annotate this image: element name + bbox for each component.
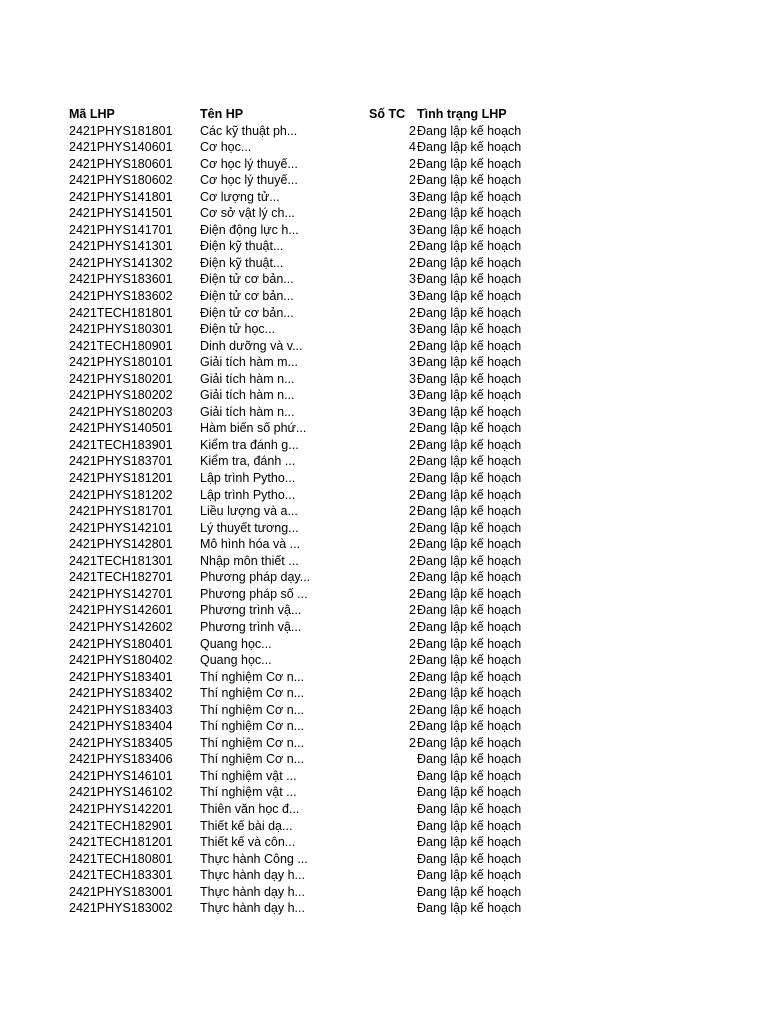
course-name-cell: Giải tích hàm n... [200, 404, 295, 419]
course-name-cell: Thiết kế bài dạ... [200, 818, 293, 833]
course-name-cell: Thực hành Công ... [200, 851, 308, 866]
credits-cell: 2 [409, 653, 416, 668]
section-code-cell: 2421PHYS183401 [69, 669, 173, 684]
status-cell: Đang lập kế hoạch [417, 487, 522, 502]
course-name-cell: Cơ học... [200, 140, 252, 155]
credits-cell: 3 [409, 289, 416, 304]
credits-cell: 2 [409, 553, 416, 568]
section-code-cell: 2421PHYS146102 [69, 785, 173, 800]
credits-cell: 2 [409, 305, 416, 320]
status-cell: Đang lập kế hoạch [417, 752, 522, 767]
credits-cell: 2 [409, 437, 416, 452]
status-cell: Đang lập kế hoạch [417, 173, 522, 188]
section-code-cell: 2421PHYS140601 [69, 140, 173, 155]
table-header-row [0, 106, 768, 123]
status-cell: Đang lập kế hoạch [417, 156, 522, 171]
table-row [0, 834, 768, 851]
status-cell: Đang lập kế hoạch [417, 537, 522, 552]
status-cell: Đang lập kế hoạch [417, 404, 522, 419]
status-cell: Đang lập kế hoạch [417, 901, 522, 916]
status-cell: Đang lập kế hoạch [417, 669, 522, 684]
section-code-cell: 2421PHYS141501 [69, 206, 173, 221]
credits-cell: 3 [409, 272, 416, 287]
section-code-cell: 2421PHYS183602 [69, 289, 173, 304]
section-code-cell: 2421PHYS183403 [69, 702, 173, 717]
status-cell: Đang lập kế hoạch [417, 801, 522, 816]
course-name-cell: Kiểm tra đánh g... [200, 437, 299, 452]
course-name-cell: Phương trình vậ... [200, 603, 302, 618]
table-row [0, 354, 768, 371]
section-code-cell: 2421PHYS142201 [69, 801, 173, 816]
credits-cell: 2 [409, 520, 416, 535]
section-code-cell: 2421PHYS181701 [69, 504, 173, 519]
course-name-cell: Điện tử cơ bản... [200, 305, 294, 320]
table-body [0, 123, 768, 917]
credits-cell: 2 [409, 636, 416, 651]
status-cell: Đang lập kế hoạch [417, 835, 522, 850]
credits-cell: 2 [409, 239, 416, 254]
table-row [0, 271, 768, 288]
credits-cell: 2 [409, 586, 416, 601]
course-name-cell: Mô hình hóa và ... [200, 537, 301, 552]
section-code-cell: 2421PHYS180601 [69, 156, 173, 171]
course-sections-table [0, 106, 768, 917]
status-cell: Đang lập kế hoạch [417, 206, 522, 221]
section-code-cell: 2421TECH183301 [69, 868, 173, 883]
course-name-cell: Thí nghiệm Cơ n... [200, 735, 305, 750]
section-code-cell: 2421PHYS180402 [69, 653, 173, 668]
section-code-cell: 2421PHYS180101 [69, 355, 173, 370]
section-code-cell: 2421PHYS141801 [69, 189, 173, 204]
credits-cell: 3 [409, 355, 416, 370]
status-cell: Đang lập kế hoạch [417, 371, 522, 386]
credits-cell: 2 [409, 686, 416, 701]
course-name-cell: Các kỹ thuật ph... [200, 123, 298, 138]
status-cell: Đang lập kế hoạch [417, 338, 522, 353]
table-row [0, 768, 768, 785]
status-cell: Đang lập kế hoạch [417, 735, 522, 750]
course-name-cell: Cơ học lý thuyế... [200, 156, 298, 171]
status-cell: Đang lập kế hoạch [417, 785, 522, 800]
course-name-cell: Thực hành dạy h... [200, 901, 305, 916]
credits-cell: 2 [409, 487, 416, 502]
course-name-cell: Lý thuyết tương... [200, 520, 299, 535]
credits-cell: 3 [409, 322, 416, 337]
table-row [0, 652, 768, 669]
status-cell: Đang lập kế hoạch [417, 437, 522, 452]
section-code-cell: 2421PHYS142701 [69, 586, 173, 601]
section-code-cell: 2421PHYS180202 [69, 388, 173, 403]
section-code-cell: 2421TECH182701 [69, 570, 173, 585]
course-name-cell: Thí nghiệm Cơ n... [200, 702, 305, 717]
section-code-cell: 2421PHYS183601 [69, 272, 173, 287]
table-row [0, 685, 768, 702]
section-code-cell: 2421PHYS180602 [69, 173, 173, 188]
table-row [0, 751, 768, 768]
course-name-cell: Thí nghiệm Cơ n... [200, 669, 305, 684]
credits-cell: 2 [409, 504, 416, 519]
status-cell: Đang lập kế hoạch [417, 272, 522, 287]
status-cell: Đang lập kế hoạch [417, 818, 522, 833]
table-row [0, 453, 768, 470]
course-name-cell: Dinh dưỡng và v... [200, 338, 303, 353]
status-cell: Đang lập kế hoạch [417, 851, 522, 866]
table-row [0, 338, 768, 355]
table-row [0, 470, 768, 487]
table-row [0, 851, 768, 868]
course-name-cell: Giải tích hàm n... [200, 388, 295, 403]
course-name-cell: Phương pháp số ... [200, 586, 308, 601]
course-name-cell: Thí nghiệm Cơ n... [200, 686, 305, 701]
credits-cell: 2 [409, 471, 416, 486]
table-row [0, 801, 768, 818]
header-credits: Số TC [369, 107, 406, 121]
header-course-name: Tên HP [200, 107, 244, 121]
table-row [0, 172, 768, 189]
course-name-cell: Thiết kế và côn... [200, 835, 296, 850]
status-cell: Đang lập kế hoạch [417, 768, 522, 783]
section-code-cell: 2421PHYS142602 [69, 619, 173, 634]
credits-cell: 2 [409, 156, 416, 171]
section-code-cell: 2421PHYS183406 [69, 752, 173, 767]
table-row [0, 156, 768, 173]
course-name-cell: Thực hành dạy h... [200, 868, 305, 883]
status-cell: Đang lập kế hoạch [417, 239, 522, 254]
section-code-cell: 2421PHYS181201 [69, 471, 173, 486]
table-row [0, 602, 768, 619]
credits-cell: 2 [409, 206, 416, 221]
status-cell: Đang lập kế hoạch [417, 222, 522, 237]
table-row [0, 189, 768, 206]
header-section-code: Mã LHP [69, 107, 115, 121]
table-row [0, 735, 768, 752]
credits-cell: 2 [409, 255, 416, 270]
header-status: Tình trạng LHP [417, 107, 507, 121]
credits-cell: 4 [409, 140, 416, 155]
section-code-cell: 2421PHYS180203 [69, 404, 173, 419]
credits-cell: 2 [409, 338, 416, 353]
course-name-cell: Thí nghiệm Cơ n... [200, 752, 305, 767]
section-code-cell: 2421TECH180901 [69, 338, 173, 353]
section-code-cell: 2421PHYS146101 [69, 768, 173, 783]
status-cell: Đang lập kế hoạch [417, 504, 522, 519]
status-cell: Đang lập kế hoạch [417, 322, 522, 337]
table-row [0, 569, 768, 586]
status-cell: Đang lập kế hoạch [417, 686, 522, 701]
credits-cell: 2 [409, 603, 416, 618]
table-row [0, 387, 768, 404]
section-code-cell: 2421PHYS141301 [69, 239, 173, 254]
status-cell: Đang lập kế hoạch [417, 388, 522, 403]
course-name-cell: Kiểm tra, đánh ... [200, 454, 296, 469]
table-row [0, 520, 768, 537]
section-code-cell: 2421TECH180801 [69, 851, 173, 866]
course-name-cell: Cơ học lý thuyế... [200, 173, 298, 188]
credits-cell: 2 [409, 735, 416, 750]
course-name-cell: Nhập môn thiết ... [200, 553, 299, 568]
credits-cell: 2 [409, 669, 416, 684]
course-name-cell: Cơ lượng tử... [200, 189, 280, 204]
course-name-cell: Thí nghiệm Cơ n... [200, 719, 305, 734]
credits-cell: 2 [409, 454, 416, 469]
status-cell: Đang lập kế hoạch [417, 653, 522, 668]
course-name-cell: Hàm biến số phứ... [200, 421, 307, 436]
course-name-cell: Điện tử cơ bản... [200, 272, 294, 287]
table-row [0, 636, 768, 653]
table-row [0, 784, 768, 801]
credits-cell: 2 [409, 619, 416, 634]
section-code-cell: 2421PHYS183002 [69, 901, 173, 916]
section-code-cell: 2421PHYS183402 [69, 686, 173, 701]
table-row [0, 900, 768, 917]
credits-cell: 2 [409, 173, 416, 188]
table-row [0, 222, 768, 239]
status-cell: Đang lập kế hoạch [417, 570, 522, 585]
table-row [0, 818, 768, 835]
status-cell: Đang lập kế hoạch [417, 471, 522, 486]
section-code-cell: 2421PHYS181801 [69, 123, 173, 138]
table-row [0, 288, 768, 305]
table-row [0, 371, 768, 388]
status-cell: Đang lập kế hoạch [417, 719, 522, 734]
table-row [0, 420, 768, 437]
course-name-cell: Thí nghiệm vật ... [200, 768, 297, 783]
course-name-cell: Điện kỹ thuật... [200, 255, 284, 270]
table-row [0, 238, 768, 255]
credits-cell: 2 [409, 123, 416, 138]
section-code-cell: 2421PHYS180301 [69, 322, 173, 337]
course-name-cell: Phương trình vậ... [200, 619, 302, 634]
section-code-cell: 2421PHYS142801 [69, 537, 173, 552]
section-code-cell: 2421TECH181201 [69, 835, 173, 850]
status-cell: Đang lập kế hoạch [417, 868, 522, 883]
status-cell: Đang lập kế hoạch [417, 305, 522, 320]
table-row [0, 305, 768, 322]
course-name-cell: Cơ sở vật lý ch... [200, 206, 295, 221]
course-name-cell: Lập trình Pytho... [200, 471, 296, 486]
table-row [0, 404, 768, 421]
course-name-cell: Thiên văn học đ... [200, 801, 300, 816]
course-name-cell: Giải tích hàm n... [200, 371, 295, 386]
status-cell: Đang lập kế hoạch [417, 123, 522, 138]
status-cell: Đang lập kế hoạch [417, 189, 522, 204]
section-code-cell: 2421PHYS181202 [69, 487, 173, 502]
credits-cell: 3 [409, 404, 416, 419]
table-row [0, 536, 768, 553]
credits-cell: 3 [409, 371, 416, 386]
section-code-cell: 2421PHYS140501 [69, 421, 173, 436]
section-code-cell: 2421TECH181801 [69, 305, 173, 320]
course-name-cell: Quang học... [200, 653, 272, 668]
table-row [0, 702, 768, 719]
section-code-cell: 2421TECH182901 [69, 818, 173, 833]
section-code-cell: 2421PHYS180401 [69, 636, 173, 651]
status-cell: Đang lập kế hoạch [417, 586, 522, 601]
table-row [0, 205, 768, 222]
table-row [0, 437, 768, 454]
credits-cell: 3 [409, 388, 416, 403]
table-row [0, 619, 768, 636]
table-row [0, 139, 768, 156]
section-code-cell: 2421PHYS142101 [69, 520, 173, 535]
status-cell: Đang lập kế hoạch [417, 619, 522, 634]
table-row [0, 321, 768, 338]
section-code-cell: 2421PHYS142601 [69, 603, 173, 618]
status-cell: Đang lập kế hoạch [417, 355, 522, 370]
credits-cell: 3 [409, 189, 416, 204]
status-cell: Đang lập kế hoạch [417, 636, 522, 651]
status-cell: Đang lập kế hoạch [417, 553, 522, 568]
table-row [0, 669, 768, 686]
credits-cell: 3 [409, 222, 416, 237]
credits-cell: 2 [409, 719, 416, 734]
status-cell: Đang lập kế hoạch [417, 884, 522, 899]
course-name-cell: Phương pháp dạy... [200, 570, 311, 585]
table-row [0, 884, 768, 901]
table-row [0, 487, 768, 504]
course-name-cell: Quang học... [200, 636, 272, 651]
credits-cell: 2 [409, 537, 416, 552]
table-row [0, 553, 768, 570]
credits-cell: 2 [409, 702, 416, 717]
table-row [0, 123, 768, 140]
credits-cell: 2 [409, 570, 416, 585]
course-name-cell: Điện kỹ thuật... [200, 239, 284, 254]
course-name-cell: Thí nghiệm vật ... [200, 785, 297, 800]
status-cell: Đang lập kế hoạch [417, 421, 522, 436]
course-name-cell: Liều lượng và a... [200, 504, 298, 519]
section-code-cell: 2421PHYS183001 [69, 884, 173, 899]
section-code-cell: 2421PHYS141302 [69, 255, 173, 270]
status-cell: Đang lập kế hoạch [417, 702, 522, 717]
section-code-cell: 2421PHYS180201 [69, 371, 173, 386]
table-row [0, 586, 768, 603]
course-name-cell: Điện động lực h... [200, 222, 299, 237]
table-row [0, 255, 768, 272]
status-cell: Đang lập kế hoạch [417, 454, 522, 469]
section-code-cell: 2421PHYS141701 [69, 222, 173, 237]
credits-cell: 2 [409, 421, 416, 436]
section-code-cell: 2421PHYS183701 [69, 454, 173, 469]
section-code-cell: 2421PHYS183405 [69, 735, 173, 750]
course-name-cell: Giải tích hàm m... [200, 355, 298, 370]
status-cell: Đang lập kế hoạch [417, 140, 522, 155]
table-row [0, 503, 768, 520]
course-name-cell: Lập trình Pytho... [200, 487, 296, 502]
course-name-cell: Thực hành dạy h... [200, 884, 305, 899]
status-cell: Đang lập kế hoạch [417, 289, 522, 304]
status-cell: Đang lập kế hoạch [417, 520, 522, 535]
course-name-cell: Điện tử học... [200, 322, 276, 337]
section-code-cell: 2421TECH181301 [69, 553, 173, 568]
table-row [0, 718, 768, 735]
section-code-cell: 2421PHYS183404 [69, 719, 173, 734]
table-row [0, 867, 768, 884]
status-cell: Đang lập kế hoạch [417, 255, 522, 270]
course-name-cell: Điện tử cơ bản... [200, 289, 294, 304]
section-code-cell: 2421TECH183901 [69, 437, 173, 452]
status-cell: Đang lập kế hoạch [417, 603, 522, 618]
